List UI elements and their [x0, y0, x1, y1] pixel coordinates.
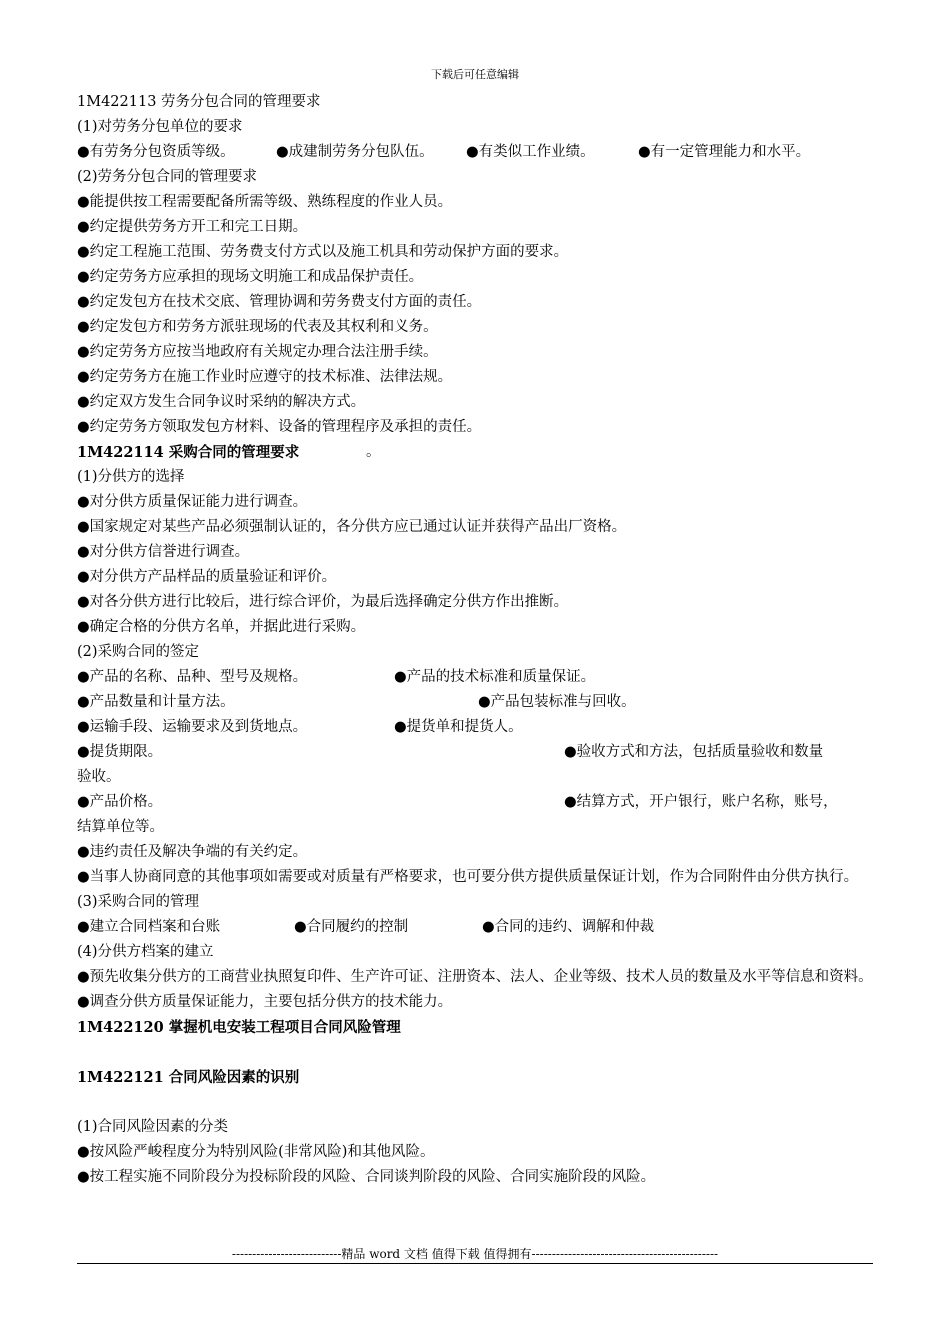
spacer: [77, 1090, 877, 1115]
list-item: ●产品价格。: [77, 794, 163, 810]
subsection-title: (2)劳务分包合同的管理要求: [77, 169, 258, 185]
list-item: ●对各分供方进行比较后，进行综合评价，为最后选择确定分供方作出推断。: [77, 594, 569, 610]
list-item: ●确定合格的分供方名单，并据此进行采购。: [77, 619, 366, 635]
list-item: ●约定提供劳务方开工和完工日期。: [77, 219, 308, 235]
list-item: ●按风险严峻程度分为特别风险(非常风险)和其他风险。: [77, 1144, 435, 1160]
subsection-title: (2)采购合同的签定: [77, 644, 200, 660]
list-item: ●约定劳务方应按当地政府有关规定办理合法注册手续。: [77, 344, 438, 360]
list-item: ●结算方式，开户银行，账户名称，账号，: [564, 794, 838, 810]
list-item: ●有一定管理能力和水平。: [638, 144, 811, 160]
list-item: ●约定发包方和劳务方派驻现场的代表及其权利和义务。: [77, 319, 438, 335]
section-title: 1M422113 劳务分包合同的管理要求: [77, 94, 321, 110]
spacer: [77, 1040, 877, 1065]
list-item: ●对分供方信誉进行调查。: [77, 544, 250, 560]
list-item: ●约定劳务方在施工作业时应遵守的技术标准、法律法规。: [77, 369, 453, 385]
list-item: ●提货单和提货人。: [394, 719, 523, 735]
list-item: ●产品的技术标准和质量保证。: [394, 669, 596, 685]
two-column-row: [77, 690, 877, 715]
list-item: ●按工程实施不同阶段分为投标阶段的风险、合同谈判阶段的风险、合同实施阶段的风险。: [77, 1169, 656, 1185]
list-item: ●约定双方发生合同争议时采纳的解决方式。: [77, 394, 366, 410]
list-item: ●建立合同档案和台账: [77, 919, 221, 935]
subsection-title: (1)分供方的选择: [77, 469, 185, 485]
list-item: ●产品的名称、品种、型号及规格。: [77, 669, 308, 685]
two-column-row: [77, 715, 877, 740]
list-item: ●成建制劳务分包队伍。: [276, 144, 434, 160]
list-item: ●提货期限。: [77, 744, 163, 760]
two-column-row: [77, 790, 877, 815]
list-item: ●国家规定对某些产品必须强制认证的，各分供方应已通过认证并获得产品出厂资格。: [77, 519, 627, 535]
page-header: 下载后可任意编辑: [431, 68, 519, 81]
list-item: ●对分供方质量保证能力进行调查。: [77, 494, 308, 510]
list-item: ●约定工程施工范围、劳务费支付方式以及施工机具和劳动保护方面的要求。: [77, 244, 569, 260]
list-item: ●产品数量和计量方法。: [77, 694, 235, 710]
list-item: ●调查分供方质量保证能力，主要包括分供方的技术能力。: [77, 994, 453, 1010]
two-column-row: [77, 740, 877, 765]
list-item: ●验收方式和方法，包括质量验收和数量: [564, 744, 824, 760]
list-item: ●约定劳务方领取发包方材料、设备的管理程序及承担的责任。: [77, 419, 482, 435]
list-item: ●产品包装标准与回收。: [478, 694, 636, 710]
list-item: ●能提供按工程需要配备所需等级、熟练程度的作业人员。: [77, 194, 453, 210]
list-item: ●合同履约的控制: [294, 919, 409, 935]
title-mark: 。: [366, 444, 381, 460]
document-body: [77, 90, 877, 1190]
requirements-row: [77, 140, 877, 165]
section-title: 1M422114 采购合同的管理要求: [77, 444, 300, 461]
list-item: ●有劳务分包资质等级。: [77, 144, 235, 160]
list-item: ●对分供方产品样品的质量验证和评价。: [77, 569, 337, 585]
list-item: ●预先收集分供方的工商营业执照复印件、生产许可证、注册资本、法人、企业等级、技术人员的数量及水平等信息和资料。: [77, 969, 873, 985]
list-item: ●运输手段、运输要求及到货地点。: [77, 719, 308, 735]
subsection-title: (4)分供方档案的建立: [77, 944, 214, 960]
three-column-row: [77, 915, 877, 940]
list-item: ●有类似工作业绩。: [466, 144, 595, 160]
footer-rule: [77, 1263, 873, 1264]
section-title-row: [77, 440, 877, 465]
continuation-text: 结算单位等。: [77, 819, 164, 835]
section-title: 1M422121 合同风险因素的识别: [77, 1069, 300, 1086]
subsection-title: (1)合同风险因素的分类: [77, 1119, 229, 1135]
list-item: ●约定劳务方应承担的现场文明施工和成品保护责任。: [77, 269, 424, 285]
continuation-text: 验收。: [77, 769, 121, 785]
subsection-title: (3)采购合同的管理: [77, 894, 200, 910]
list-item: ●当事人协商同意的其他事项如需要或对质量有严格要求，也可要分供方提供质量保证计划，作为合同附件由分供方执行。: [77, 869, 859, 885]
list-item: ●违约责任及解决争端的有关约定。: [77, 844, 308, 860]
page-footer: ---------------------------精品 word 文档 值得下载 值得拥有----------------------------------------------: [231, 1247, 719, 1261]
two-column-row: [77, 665, 877, 690]
section-title: 1M422120 掌握机电安装工程项目合同风险管理: [77, 1019, 401, 1036]
list-item: ●合同的违约、调解和仲裁: [482, 919, 655, 935]
list-item: ●约定发包方在技术交底、管理协调和劳务费支付方面的责任。: [77, 294, 482, 310]
subsection-title: (1)对劳务分包单位的要求: [77, 119, 243, 135]
